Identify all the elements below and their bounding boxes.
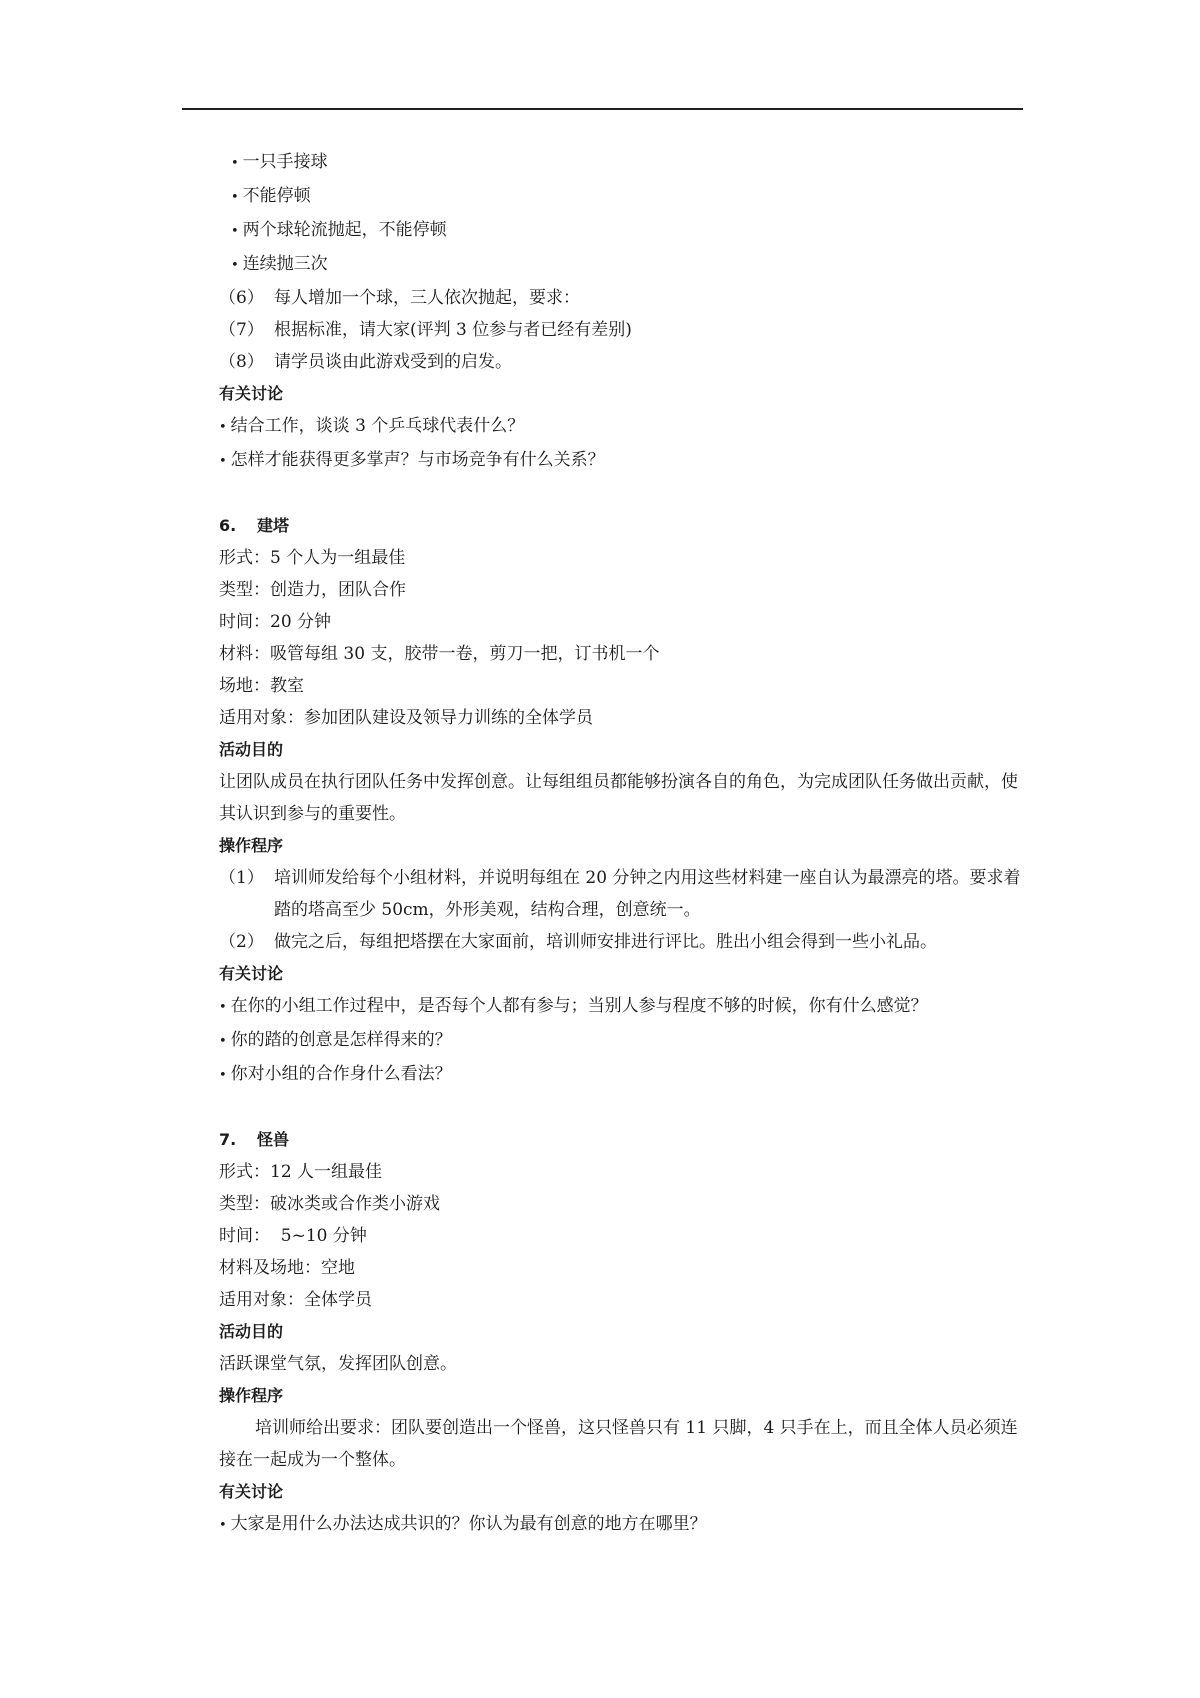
field-time: 时间：20 分钟 <box>219 612 332 632</box>
procedure-step <box>219 862 1023 926</box>
discussion-item: • 你对小组的合作身什么看法？ <box>219 1058 1023 1092</box>
discussion-heading: 有关讨论 <box>219 384 284 403</box>
step-text: 请学员谈由此游戏受到的启发。 <box>274 352 512 372</box>
field-time: 时间： 5~10 分钟 <box>219 1226 367 1246</box>
step-number: （7） <box>219 320 264 340</box>
discussion-item: • 你的踏的创意是怎样得来的？ <box>219 1024 1023 1058</box>
field-audience: 适用对象：全体学员 <box>219 1290 372 1310</box>
procedure-step <box>219 346 1023 378</box>
field-format: 形式：12 人一组最佳 <box>219 1162 383 1182</box>
list-item: • 一只手接球 <box>219 146 1023 180</box>
list-item: • 连续抛三次 <box>219 248 1023 282</box>
step-text: 做完之后，每组把塔摆在大家面前，培训师安排进行评比。胜出小组会得到一些小礼品。 <box>274 932 937 952</box>
purpose-heading: 活动目的 <box>219 740 284 759</box>
step-number: （6） <box>219 288 264 308</box>
field-type: 类型：创造力，团队合作 <box>219 580 406 600</box>
discussion-item: • 大家是用什么办法达成共识的？你认为最有创意的地方在哪里？ <box>219 1508 1023 1542</box>
field-venue: 场地：教室 <box>219 676 304 696</box>
discussion-item: • 结合工作，谈谈 3 个乒乓球代表什么？ <box>219 410 1023 444</box>
top-bullet-list <box>219 146 1023 282</box>
section-title <box>219 510 1023 542</box>
field-format: 形式：5 个人为一组最佳 <box>219 548 406 568</box>
purpose-text: 让团队成员在执行团队任务中发挥创意。让每组组员都能够扮演各自的角色，为完成团队任务做出贡献，使其认识到参与的重要性。 <box>219 772 1018 824</box>
procedure-step <box>219 282 1023 314</box>
procedure-step <box>219 314 1023 346</box>
field-materials: 材料：吸管每组 30 支，胶带一卷，剪刀一把，订书机一个 <box>219 644 660 664</box>
section-title-text: 怪兽 <box>257 1130 290 1149</box>
procedure-text: 培训师给出要求：团队要创造出一个怪兽，这只怪兽只有 11 只脚，4 只手在上，而且全体人员必须连接在一起成为一个整体。 <box>219 1418 1018 1470</box>
discussion-heading: 有关讨论 <box>219 964 284 983</box>
procedure-heading: 操作程序 <box>219 1386 284 1405</box>
section-title <box>219 1124 1023 1156</box>
discussion-item: • 怎样才能获得更多掌声？与市场竞争有什么关系？ <box>219 444 1023 478</box>
step-number: （8） <box>219 352 264 372</box>
step-number: （2） <box>219 932 264 952</box>
purpose-text: 活跃课堂气氛，发挥团队创意。 <box>219 1354 457 1374</box>
discussion-item: • 在你的小组工作过程中，是否每个人都有参与；当别人参与程度不够的时候，你有什么感觉？ <box>219 990 1023 1024</box>
step-text: 培训师发给每个小组材料，并说明每组在 20 分钟之内用这些材料建一座自认为最漂亮的塔。要求着踏的塔高至少 50cm，外形美观，结构合理，创意统一。 <box>274 868 1021 920</box>
list-item: • 两个球轮流抛起，不能停顿 <box>219 214 1023 248</box>
section-number: 7. <box>219 1130 237 1149</box>
section-title-text: 建塔 <box>257 516 290 535</box>
field-materials-venue: 材料及场地：空地 <box>219 1258 355 1278</box>
spacer <box>219 478 1023 510</box>
procedure-step <box>219 926 1023 958</box>
spacer <box>219 1092 1023 1124</box>
purpose-heading: 活动目的 <box>219 1322 284 1341</box>
procedure-heading: 操作程序 <box>219 836 284 855</box>
list-item: • 不能停顿 <box>219 180 1023 214</box>
field-type: 类型：破冰类或合作类小游戏 <box>219 1194 440 1214</box>
discussion-heading: 有关讨论 <box>219 1482 284 1501</box>
field-audience: 适用对象：参加团队建设及领导力训练的全体学员 <box>219 708 593 728</box>
step-number: （1） <box>219 868 264 888</box>
step-text: 根据标准，请大家(评判 3 位参与者已经有差别) <box>274 320 632 340</box>
step-text: 每人增加一个球，三人依次抛起，要求： <box>274 288 580 308</box>
section-number: 6. <box>219 516 237 535</box>
document-body <box>219 146 1023 1542</box>
header-rule <box>182 108 1023 110</box>
